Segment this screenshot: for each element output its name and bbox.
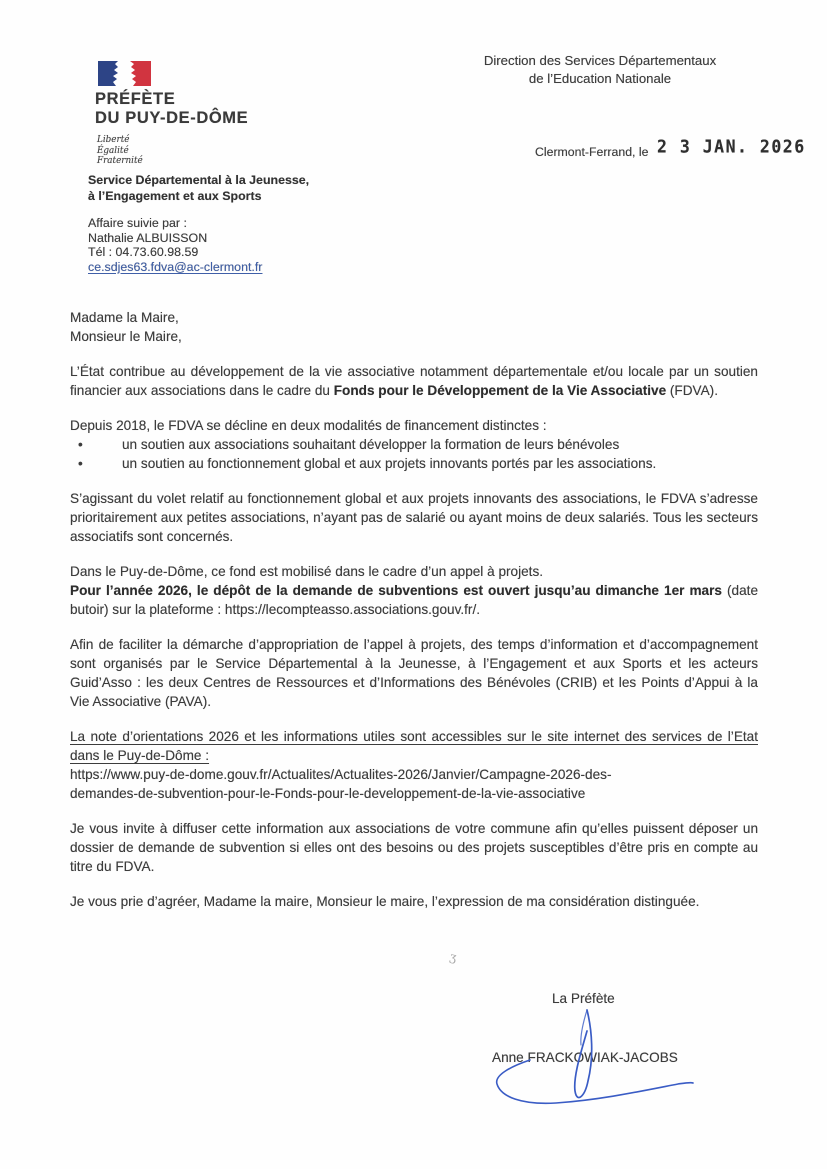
paragraph-invitation-diffusion: Je vous invite à diffuser cette information aux associations de votre commune afin qu’elles puissent déposer un dossier de demande de subvention si elles ont des besoins ou des projets susceptibles d’être pris en compte au titre du FDVA. [70, 821, 758, 874]
paragraph-appel-a-projets [70, 562, 758, 619]
signatory-name: Anne FRACKOWIAK-JACOBS [492, 1050, 678, 1065]
salutation [70, 308, 758, 346]
bullet-icon: • [78, 437, 83, 452]
paragraph-modalites [70, 416, 758, 473]
bullet-2-text: un soutien au fonctionnement global et aux projets innovants portés par les associations. [122, 456, 657, 471]
paragraph-fdva-intro [70, 362, 758, 400]
paragraph-volet-fonctionnement: S’agissant du volet relatif au fonctionnement global et aux projets innovants des associations, le FDVA s’adresse prioritairement aux petites associations, n’ayant pas de salarié ou ayant moins de deux salariés. Tous les secteurs associatifs sont concernés. [70, 491, 758, 544]
campaign-url-line1: https://www.puy-de-dome.gouv.fr/Actualites/Actualites-2026/Janvier/Campagne-2026-des- [70, 767, 612, 782]
service-line1: Service Départemental à la Jeunesse, [88, 173, 310, 187]
deadline-bold-text: Pour l’année 2026, le dépôt de la demande de subventions est ouvert jusqu’au dimanche 1er mars [70, 583, 722, 598]
bullet-item-2 [70, 454, 758, 473]
fdva-bold-name: Fonds pour le Développement de la Vie Associative [333, 383, 667, 398]
motto-liberte: Liberté [97, 135, 130, 145]
modalites-intro: Depuis 2018, le FDVA se décline en deux modalités de financement distinctes : [70, 418, 547, 433]
paragraph-note-orientations [70, 727, 758, 803]
motto-fraternite: Fraternité [97, 156, 143, 166]
service-block [88, 172, 309, 204]
motto-egalite: Égalité [97, 145, 129, 156]
signatory-title: La Préfète [552, 991, 615, 1006]
service-line2: à l’Engagement et aux Sports [88, 189, 262, 203]
republic-motto [97, 135, 248, 167]
paragraph-fdva-intro-tail: (FDVA). [666, 383, 718, 398]
contact-phone: Tél : 04.73.60.98.59 [88, 245, 199, 259]
paragraph-formule-politesse: Je vous prie d’agréer, Madame la maire, Monsieur le maire, l’expression de ma considération distinguée. [70, 894, 700, 909]
date-stamp: 2 3 JAN. 2026 [657, 136, 806, 157]
prefecture-name-line1: PRÉFÈTE [95, 90, 176, 108]
deadline-tail: (date butoir) sur la plateforme : https://lecompteasso.associations.gouv.fr/. [70, 583, 759, 617]
direction-line2: de l’Education Nationale [528, 70, 672, 86]
direction-line1: Direction des Services Départementaux [483, 53, 717, 68]
place-and-date-label: Clermont-Ferrand, le [535, 145, 649, 159]
contact-email-link[interactable]: ce.sdjes63.fdva@ac-clermont.fr [88, 259, 263, 274]
bullet-icon: • [78, 456, 83, 471]
contact-block [88, 216, 262, 274]
campaign-url-line2: demandes-de-subvention-pour-le-Fonds-pour-le-developpement-de-la-vie-associative [70, 786, 586, 801]
followed-by-label: Affaire suivie par : [88, 216, 187, 230]
prefecture-name-line2: DU PUY-DE-DÔME [95, 109, 249, 127]
appel-line1: Dans le Puy-de-Dôme, ce fond est mobilisé dans le cadre d’un appel à projets. [70, 564, 544, 579]
bullet-item-1 [70, 435, 758, 454]
bullet-1-text: un soutien aux associations souhaitant développer la formation de leurs bénévoles [122, 437, 620, 452]
contact-name: Nathalie ALBUISSON [88, 230, 208, 245]
letter-body [70, 308, 758, 927]
prefecture-letterhead [95, 60, 248, 167]
dateline [535, 136, 806, 161]
paragraph-accompagnement: Afin de faciliter la démarche d’appropriation de l’appel à projets, des temps d’information et d’accompagnement sont organisés par le Service Départemental à la Jeunesse, à l’Engagement et aux Sports et les acteurs Guid’Asso : les deux Centres de Ressources et d’Informations des Bénévoles (CRIB) et les Points d’Appui à la Vie Associative (PAVA). [70, 637, 758, 709]
paragraph-fdva-intro-text: L’État contribue au développement de la vie associative notamment départementale et/ou locale par un soutien financier aux associations dans le cadre du [70, 364, 758, 398]
note-orientations-underlined: La note d’orientations 2026 et les informations utiles sont accessibles sur le site internet des services de l’Etat dans le Puy-de-Dôme : [70, 729, 758, 763]
direction-block [445, 52, 755, 87]
scan-artifact-mark: ʒ [448, 949, 459, 965]
salutation-line2: Monsieur le Maire, [70, 329, 182, 344]
french-flag-marianne-icon [97, 60, 153, 87]
salutation-line1: Madame la Maire, [70, 310, 179, 325]
